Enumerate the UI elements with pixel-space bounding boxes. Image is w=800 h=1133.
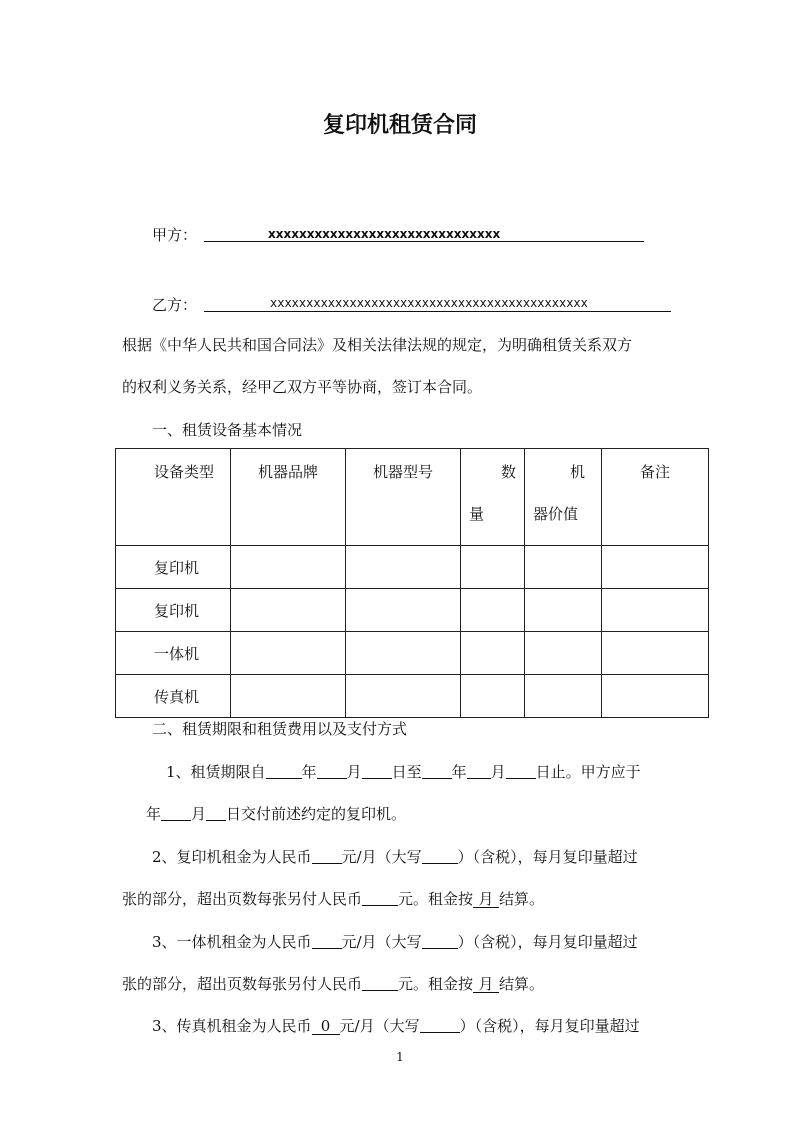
party-b-label: 乙方： bbox=[152, 296, 198, 314]
document-title: 复印机租赁合同 bbox=[322, 113, 477, 138]
party-a-value: xxxxxxxxxxxxxxxxxxxxxxxxxxxxxx bbox=[268, 227, 501, 241]
item-4-prefix: 3、传真机租金为人民币 bbox=[152, 1017, 312, 1035]
month-label: 月 bbox=[191, 805, 207, 823]
table-cell bbox=[461, 632, 525, 675]
table-cell bbox=[346, 546, 461, 589]
row-device-type: 传真机 bbox=[116, 675, 231, 718]
header-quantity-bottom: 量 bbox=[469, 505, 485, 523]
table-cell bbox=[602, 675, 709, 718]
blank-field bbox=[161, 806, 191, 821]
table-cell bbox=[525, 675, 602, 718]
item-3-line-2-a: 张的部分，超出页数每张另付人民币 bbox=[122, 975, 363, 993]
item-2-line-2-b: 元。租金按 bbox=[398, 890, 474, 908]
header-value bbox=[525, 449, 602, 546]
header-value-bottom: 器价值 bbox=[533, 505, 579, 523]
table-row bbox=[116, 589, 709, 632]
party-b-underline bbox=[204, 311, 671, 312]
row-device-type: 复印机 bbox=[116, 546, 231, 589]
row-device-type: 一体机 bbox=[116, 632, 231, 675]
month-label: 月 bbox=[490, 763, 506, 781]
page-number: 1 bbox=[396, 1050, 404, 1064]
blank-field bbox=[506, 764, 536, 779]
item-3-mid: 元/月（大写 bbox=[341, 933, 422, 951]
party-a-underline bbox=[204, 241, 644, 242]
section-2-heading: 二、租赁期限和租赁费用以及支付方式 bbox=[152, 720, 408, 738]
table-cell bbox=[525, 632, 602, 675]
table-cell bbox=[346, 589, 461, 632]
blank-field bbox=[362, 976, 398, 991]
table-cell bbox=[231, 675, 346, 718]
item-1-line-1 bbox=[166, 761, 641, 782]
table-cell bbox=[231, 589, 346, 632]
blank-field bbox=[422, 934, 458, 949]
header-value-top: 机 bbox=[569, 463, 585, 481]
year-label: 年 bbox=[451, 763, 467, 781]
item-2-line-2-a: 张的部分，超出页数每张另付人民币 bbox=[122, 890, 363, 908]
item-3-prefix: 3、一体机租金为人民币 bbox=[152, 933, 312, 951]
item-4-mid: 元/月（大写 bbox=[339, 1017, 420, 1035]
blank-field bbox=[467, 764, 491, 779]
table-cell bbox=[602, 589, 709, 632]
item-2-line-2-c: 结算。 bbox=[499, 890, 545, 908]
header-quantity bbox=[461, 449, 525, 546]
table-cell bbox=[231, 632, 346, 675]
item-1-prefix: 1、租赁期限自 bbox=[166, 763, 266, 781]
row-device-type: 复印机 bbox=[116, 589, 231, 632]
day-label: 日至 bbox=[391, 763, 422, 781]
item-2-line-1 bbox=[152, 846, 638, 867]
day-label: 日止。甲方应于 bbox=[535, 763, 641, 781]
section-1-heading: 一、租赁设备基本情况 bbox=[152, 421, 303, 439]
blank-field bbox=[206, 806, 226, 821]
table-cell bbox=[231, 546, 346, 589]
table-cell bbox=[525, 589, 602, 632]
table-header-row bbox=[116, 449, 709, 546]
billing-period: 月 bbox=[473, 891, 499, 908]
blank-field bbox=[422, 849, 458, 864]
year-label: 年 bbox=[146, 805, 162, 823]
billing-period: 月 bbox=[473, 976, 499, 993]
item-3-line-2-c: 结算。 bbox=[499, 975, 545, 993]
table-cell bbox=[346, 675, 461, 718]
table-cell bbox=[461, 675, 525, 718]
table-row bbox=[116, 546, 709, 589]
table-cell bbox=[602, 632, 709, 675]
item-2-suffix: ）（含税），每月复印量超过 bbox=[457, 848, 638, 866]
item-1-line-2 bbox=[146, 803, 406, 824]
item-4-suffix: ）（含税），每月复印量超过 bbox=[459, 1017, 640, 1035]
header-remark: 备注 bbox=[602, 449, 709, 546]
table-cell bbox=[602, 546, 709, 589]
item-4-line-1 bbox=[152, 1015, 640, 1036]
month-label: 月 bbox=[346, 763, 362, 781]
table-cell bbox=[461, 546, 525, 589]
blank-field bbox=[420, 1018, 460, 1033]
item-3-line-2-b: 元。租金按 bbox=[398, 975, 474, 993]
item-3-suffix: ）（含税），每月复印量超过 bbox=[457, 933, 638, 951]
party-b-value: xxxxxxxxxxxxxxxxxxxxxxxxxxxxxxxxxxxxxxxxxxxx bbox=[270, 296, 588, 310]
item-3-line-1 bbox=[152, 931, 638, 952]
item-3-line-2 bbox=[122, 973, 544, 994]
blank-field bbox=[312, 934, 342, 949]
table-row bbox=[116, 675, 709, 718]
year-label: 年 bbox=[301, 763, 317, 781]
table-cell bbox=[461, 589, 525, 632]
table-row bbox=[116, 632, 709, 675]
intro-line-2: 的权利义务关系，经甲乙双方平等协商，签订本合同。 bbox=[122, 378, 483, 396]
table-cell bbox=[525, 546, 602, 589]
item-2-prefix: 2、复印机租金为人民币 bbox=[152, 848, 312, 866]
blank-field bbox=[422, 764, 452, 779]
header-device-type: 设备类型 bbox=[116, 449, 231, 546]
blank-field bbox=[362, 764, 392, 779]
blank-field bbox=[317, 764, 347, 779]
blank-field bbox=[266, 764, 302, 779]
item-4-amount: 0 bbox=[312, 1018, 340, 1035]
equipment-table bbox=[115, 448, 709, 718]
header-quantity-top: 数 bbox=[500, 463, 516, 481]
item-2-mid: 元/月（大写 bbox=[341, 848, 422, 866]
blank-field bbox=[362, 891, 398, 906]
party-a-label: 甲方： bbox=[152, 226, 198, 244]
item-1-line-2-text: 日交付前述约定的复印机。 bbox=[226, 805, 407, 823]
table-cell bbox=[346, 632, 461, 675]
blank-field bbox=[312, 849, 342, 864]
item-2-line-2 bbox=[122, 888, 544, 909]
intro-line-1: 根据《中华人民共和国合同法》及相关法律法规的规定，为明确租赁关系双方 bbox=[122, 336, 633, 354]
header-brand: 机器品牌 bbox=[231, 449, 346, 546]
header-model: 机器型号 bbox=[346, 449, 461, 546]
